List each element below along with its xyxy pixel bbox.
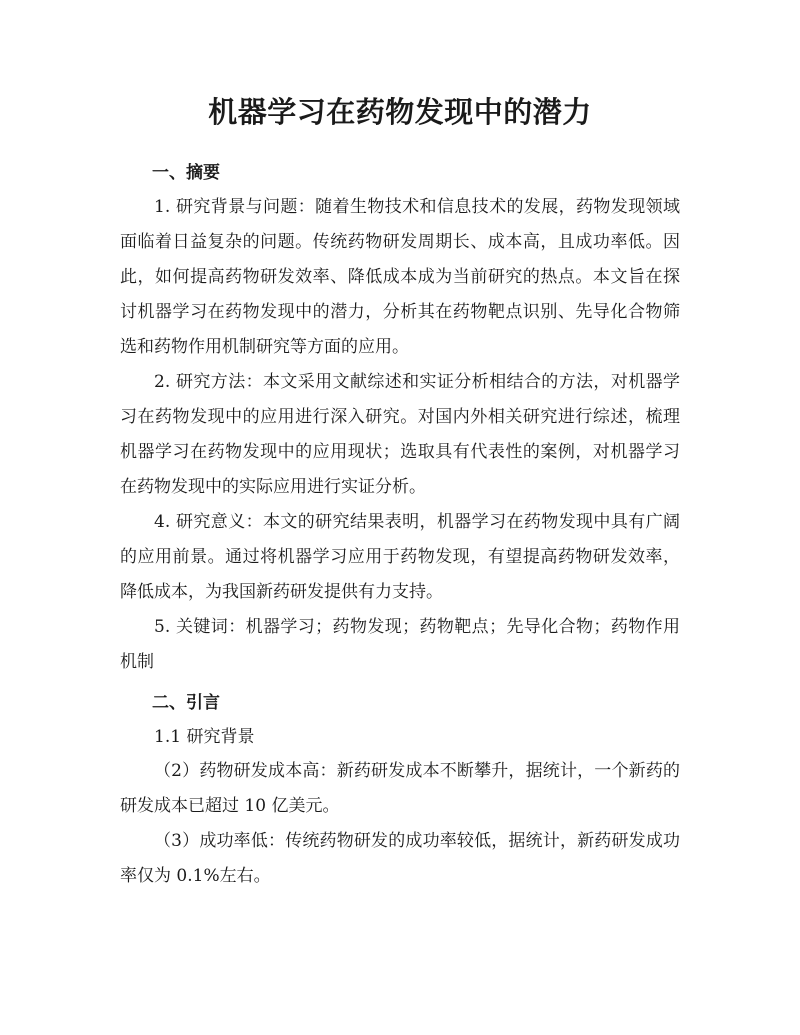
section-heading-introduction: 二、引言 (152, 693, 220, 713)
intro-paragraph-success-rate: （3）成功率低：传统药物研发的成功率较低，据统计，新药研发成功率仅为 0.1%左右。 (120, 831, 680, 886)
abstract-paragraph-significance: 4. 研究意义：本文的研究结果表明，机器学习在药物发现中具有广阔的应用前景。通过将机器学习应用于药物发现，有望提高药物研发效率，降低成本，为我国新药研发提供有力支持。 (120, 512, 680, 602)
subsection-heading-background: 1.1 研究背景 (154, 727, 255, 747)
abstract-paragraph-keywords: 5. 关键词：机器学习；药物发现；药物靶点；先导化合物；药物作用机制 (120, 617, 680, 672)
abstract-paragraph-methods: 2. 研究方法：本文采用文献综述和实证分析相结合的方法，对机器学习在药物发现中的应用进行深入研究。对国内外相关研究进行综述，梳理机器学习在药物发现中的应用现状；选取具有代表性的案例，对机器学习在药物发现中的实际应用进行实证分析。 (120, 372, 680, 497)
document-title: 机器学习在药物发现中的潜力 (208, 95, 592, 129)
abstract-paragraph-background: 1. 研究背景与问题：随着生物技术和信息技术的发展，药物发现领域面临着日益复杂的问题。传统药物研发周期长、成本高，且成功率低。因此，如何提高药物研发效率、降低成本成为当前研究的热点。本文旨在探讨机器学习在药物发现中的潜力，分析其在药物靶点识别、先导化合物筛选和药物作用机制研究等方面的应用。 (120, 197, 680, 357)
intro-paragraph-cost: （2）药物研发成本高：新药研发成本不断攀升，据统计，一个新药的研发成本已超过 10 亿美元。 (120, 761, 680, 816)
document-page (120, 90, 680, 894)
section-heading-abstract: 一、摘要 (152, 163, 220, 183)
